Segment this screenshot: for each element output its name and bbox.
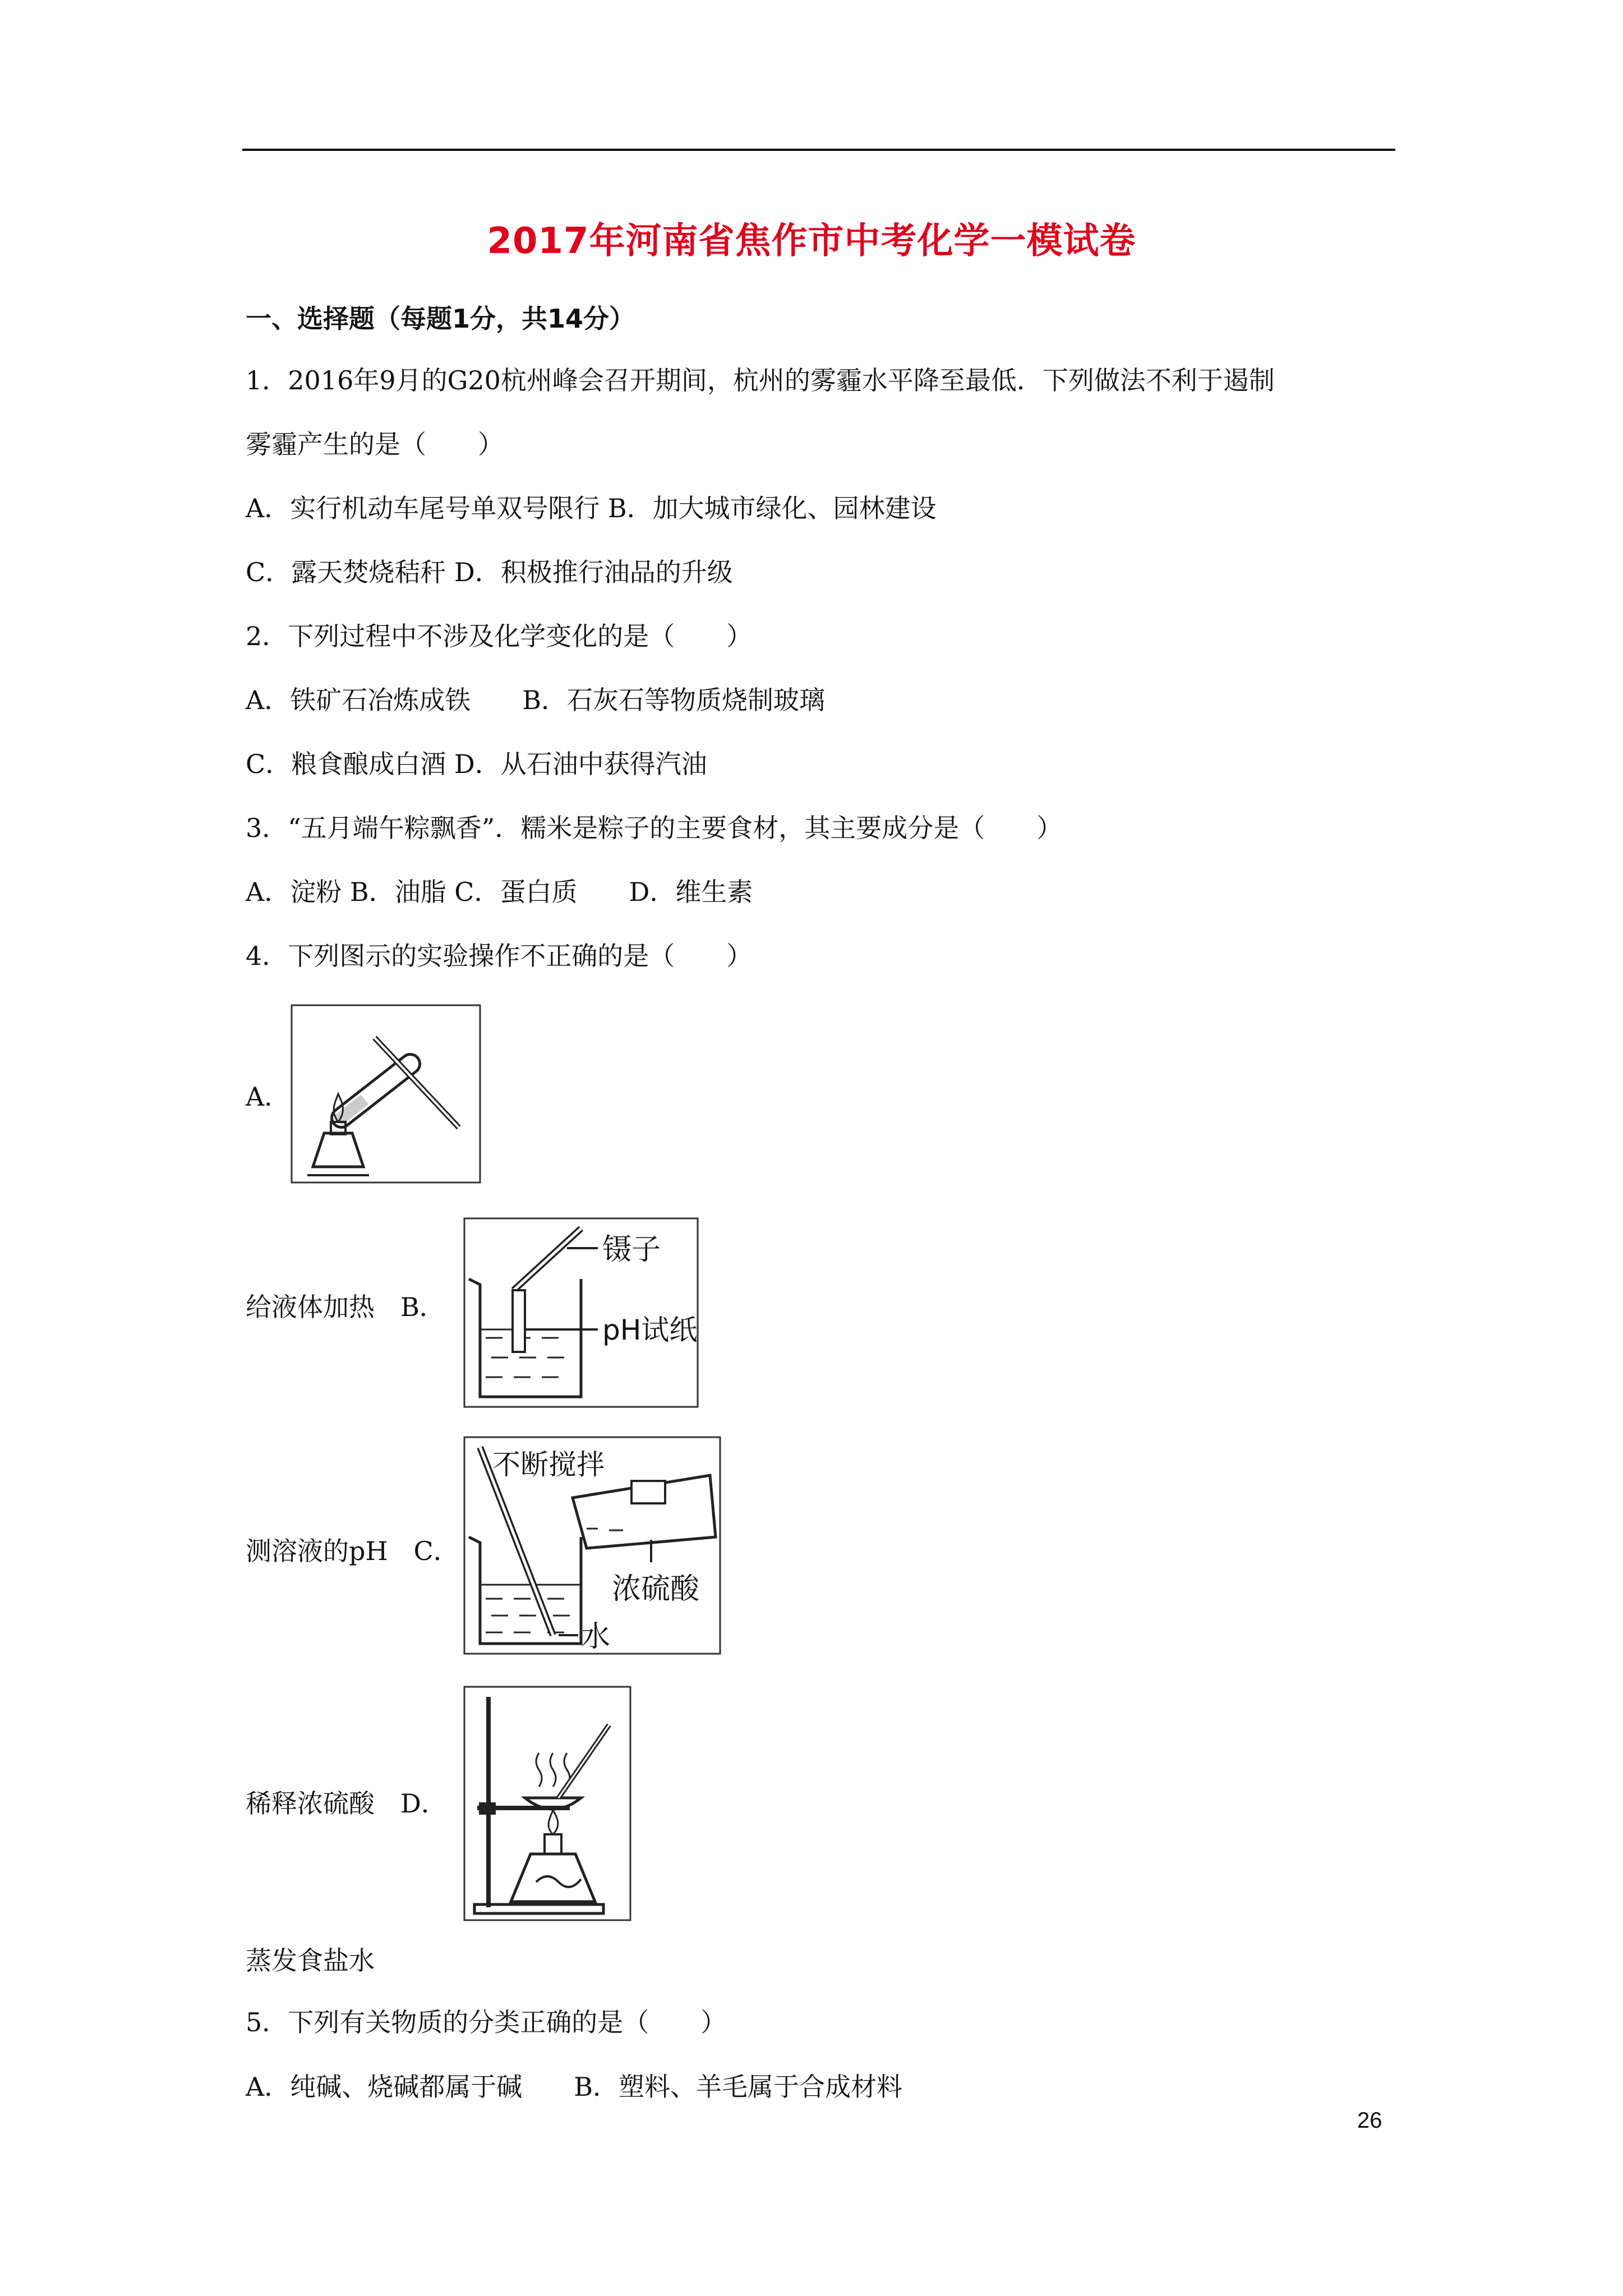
label-tweezers: 镊子 xyxy=(602,1233,661,1267)
label-water: 水 xyxy=(581,1620,611,1654)
q2-options-line1: A．铁矿石冶炼成铁 B．石灰石等物质烧制玻璃 xyxy=(246,685,826,715)
q4-option-d-caption: 蒸发食盐水 xyxy=(246,1945,375,1976)
q1-stem-line1: 1．2016年9月的G20杭州峰会召开期间，杭州的雾霾水平降至最低．下列做法不利于遏制 xyxy=(246,365,1275,395)
label-conc-acid: 浓硫酸 xyxy=(612,1572,700,1606)
q4-option-c-caption-d-label: 稀释浓硫酸 D． xyxy=(246,1788,447,1819)
q5-stem: 5．下列有关物质的分类正确的是（ ） xyxy=(246,2007,727,2037)
q1-options-line1: A．实行机动车尾号单双号限行 B．加大城市绿化、园林建设 xyxy=(246,493,937,523)
q3-stem: 3．“五月端午粽飘香”．糯米是粽子的主要食材，其主要成分是（ ） xyxy=(246,813,1063,843)
q2-options-line2: C．粮食酿成白酒 D．从石油中获得汽油 xyxy=(246,749,707,779)
q3-options: A．淀粉 B．油脂 C．蛋白质 D．维生素 xyxy=(246,877,753,907)
q1-options-line2: C．露天焚烧秸秆 D．积极推行油品的升级 xyxy=(246,557,733,587)
figure-evaporate xyxy=(463,1686,631,1921)
q5-options-line1: A．纯碱、烧碱都属于碱 B．塑料、羊毛属于合成材料 xyxy=(246,2072,903,2102)
header-rule xyxy=(242,149,1395,151)
q2-stem: 2．下列过程中不涉及化学变化的是（ ） xyxy=(246,621,753,651)
q1-stem-line2: 雾霾产生的是（ ） xyxy=(246,429,504,459)
q4-stem: 4．下列图示的实验操作不正确的是（ ） xyxy=(246,941,753,971)
figure-measure-ph xyxy=(463,1217,699,1408)
figure-heating-liquid xyxy=(291,1004,481,1184)
q4-option-a-label: A． xyxy=(246,1082,291,1112)
figure-dilute-acid xyxy=(463,1436,721,1655)
label-ph-paper: pH试纸 xyxy=(602,1314,698,1346)
section-heading: 一、选择题（每题1分，共14分） xyxy=(246,303,635,334)
page-number: 26 xyxy=(1357,2108,1382,2133)
page-title: 2017年河南省焦作市中考化学一模试卷 xyxy=(487,220,1136,262)
q4-option-b-caption-c-label: 测溶液的pH C． xyxy=(246,1536,459,1566)
q4-option-a-caption-b-label: 给液体加热 B． xyxy=(246,1292,445,1322)
label-stir: 不断搅拌 xyxy=(492,1448,605,1481)
